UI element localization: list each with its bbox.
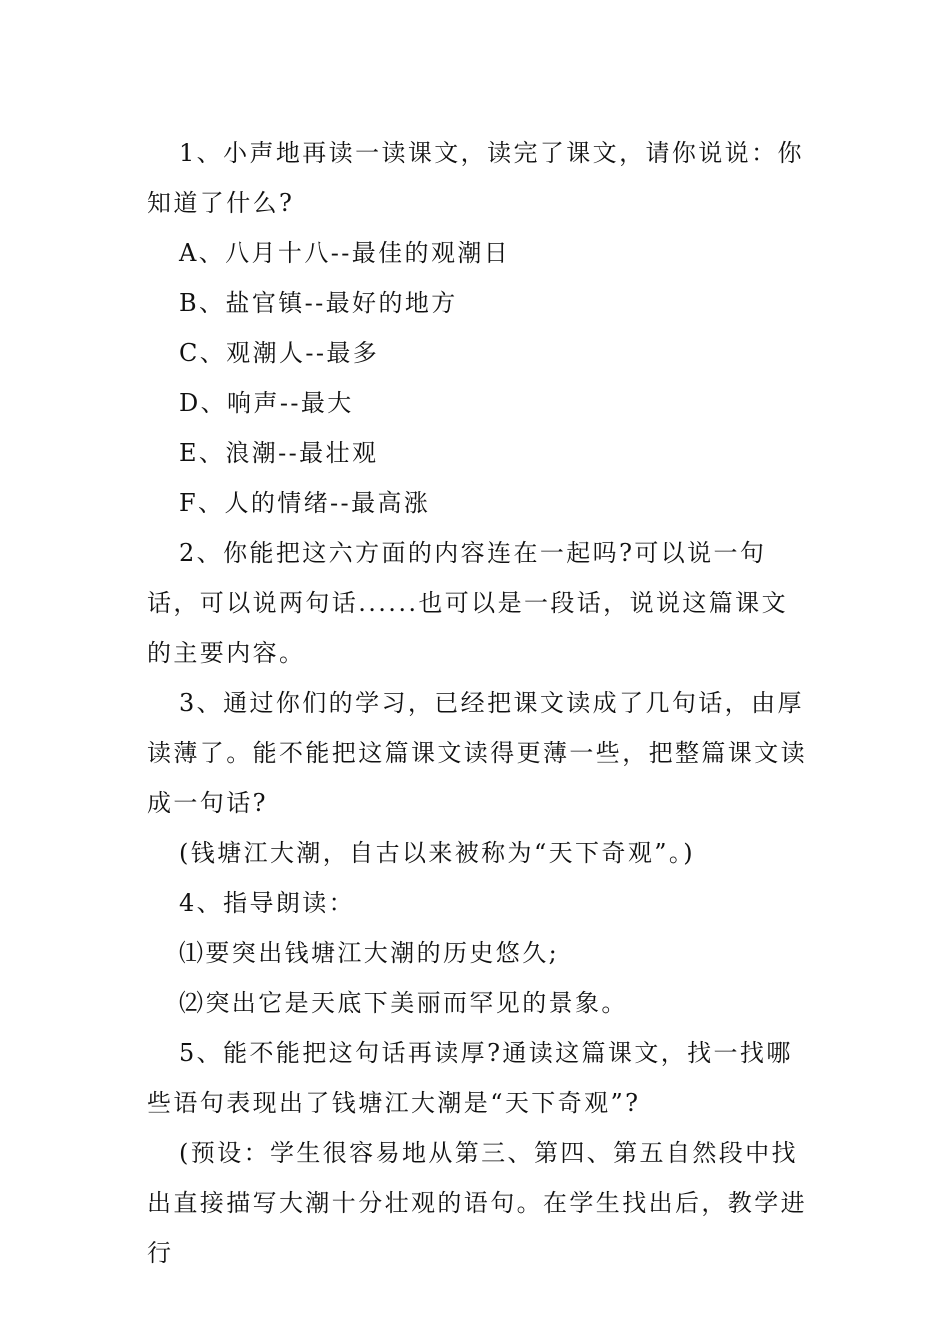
document-body bbox=[147, 128, 807, 1278]
list-item-a: A、八月十八--最佳的观潮日 bbox=[179, 239, 511, 267]
paragraph-preset: (预设：学生很容易地从第三、第四、第五自然段中找出直接描写大潮十分壮观的语句。在学生找出后，教学进行 bbox=[147, 1139, 807, 1267]
paragraph-question-5: 5、能不能把这句话再读厚?通读这篇课文，找一找哪些语句表现出了钱塘江大潮是“天下奇观”? bbox=[147, 1039, 793, 1117]
paragraph-question-4: 4、指导朗读： bbox=[179, 889, 356, 917]
list-item-reading-2: ⑵突出它是天底下美丽而罕见的景象。 bbox=[179, 989, 628, 1017]
list-item-c: C、观潮人--最多 bbox=[179, 339, 380, 367]
list-item-b: B、盐官镇--最好的地方 bbox=[179, 289, 458, 317]
paragraph-question-1: 1、小声地再读一读课文，读完了课文，请你说说：你知道了什么? bbox=[147, 139, 804, 217]
paragraph-question-3: 3、通过你们的学习，已经把课文读成了几句话，由厚读薄了。能不能把这篇课文读得更薄一些，把整篇课文读成一句话? bbox=[147, 689, 807, 817]
paragraph-question-2: 2、你能把这六方面的内容连在一起吗?可以说一句话，可以说两句话......也可以是一段话，说说这篇课文的主要内容。 bbox=[147, 539, 788, 667]
list-item-reading-1: ⑴要突出钱塘江大潮的历史悠久; bbox=[179, 939, 560, 967]
list-item-d: D、响声--最大 bbox=[179, 389, 354, 417]
list-item-e: E、浪潮--最壮观 bbox=[179, 439, 379, 467]
list-item-f: F、人的情绪--最高涨 bbox=[179, 489, 431, 517]
paragraph-answer-3: (钱塘江大潮，自古以来被称为“天下奇观”。) bbox=[179, 839, 696, 867]
